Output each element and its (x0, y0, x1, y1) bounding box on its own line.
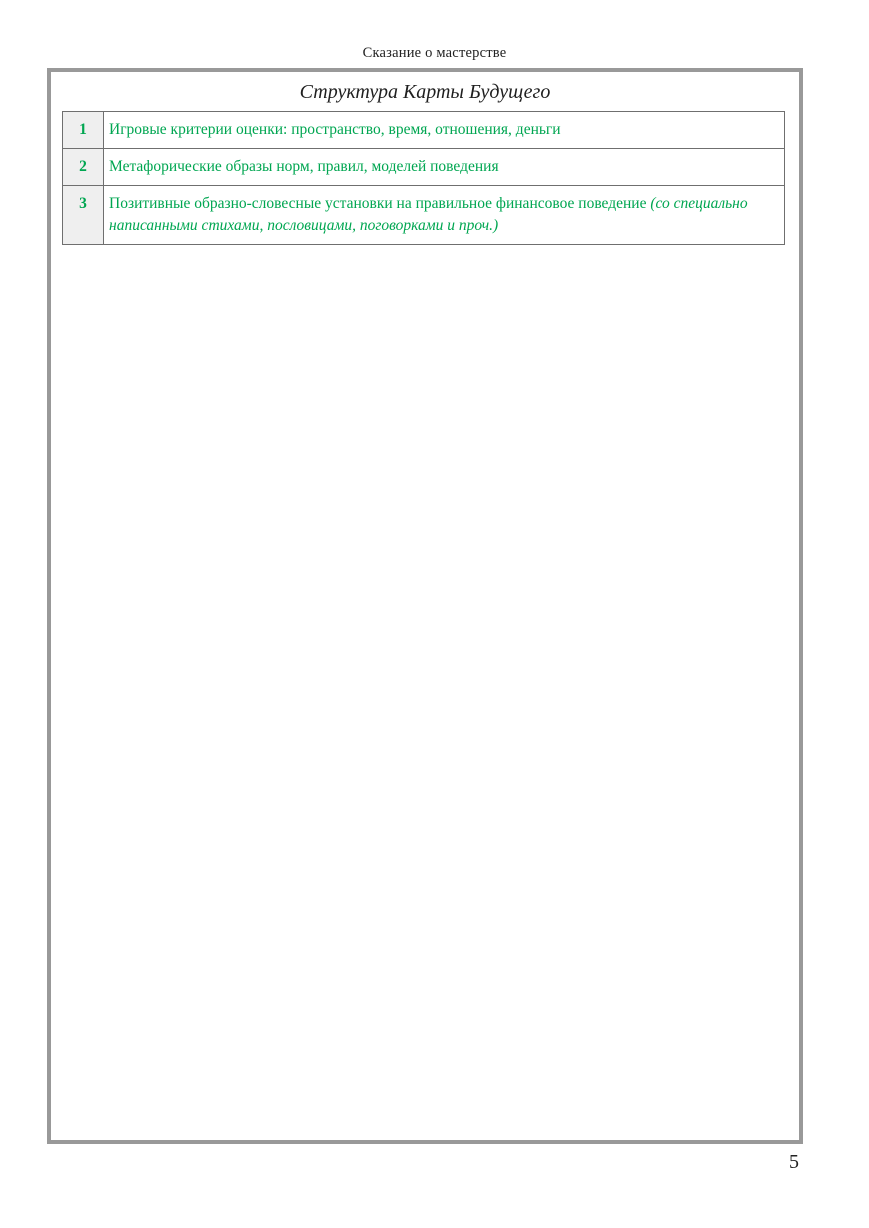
row-number: 2 (63, 149, 104, 186)
row-number: 3 (63, 186, 104, 245)
row-text-cell (104, 149, 785, 186)
row-note: (со специально написанными стихами, пословицами, поговорками и проч.) (109, 195, 748, 234)
row-text-cell (104, 186, 785, 245)
row-number: 1 (63, 112, 104, 149)
row-text: Позитивные образно-словесные установки на правильное финансовое поведение (109, 195, 651, 212)
running-header: Сказание о мастерстве (362, 45, 507, 61)
structure-table (62, 111, 785, 245)
page-number: 5 (789, 1151, 799, 1173)
row-text: Игровые критерии оценки: пространство, время, отношения, деньги (109, 121, 561, 138)
table-row (63, 112, 785, 149)
content-frame (47, 68, 803, 1144)
row-text: Метафорические образы норм, правил, моделей поведения (109, 158, 499, 175)
section-title: Структура Карты Будущего (299, 81, 551, 103)
table-row (63, 186, 785, 245)
table-row (63, 149, 785, 186)
row-text-cell (104, 112, 785, 149)
